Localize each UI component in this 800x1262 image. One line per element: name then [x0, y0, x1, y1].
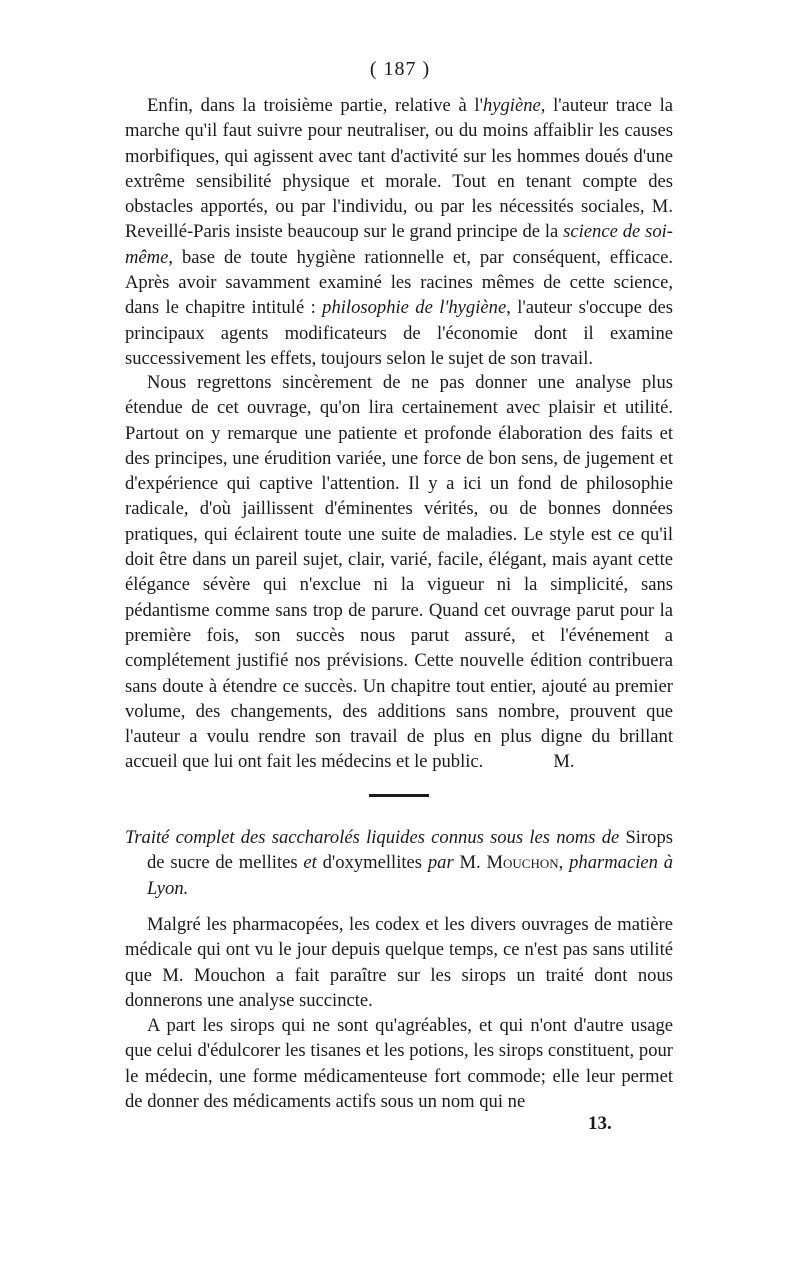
text-run: philosophie de l'hygiène	[322, 297, 507, 319]
text-run: , l'auteur trace la marche qu'il faut suivre pour neutraliser, ou du moins affaiblir les causes morbifiques, qui agissent avec tant d'activité sur les hommes doués d'une extrême sensibilité physique et morale. Tout en tenant compte des obstacles apportés, ou par l'individu, ou par les nécessités sociales, M. Reveillé-Paris insiste beaucoup sur le grand principe de la	[125, 95, 673, 243]
section-divider	[369, 794, 429, 797]
text-run: , l'auteur s'occupe des principaux agents modificateurs de l'économie dont il examine successivement les effets, toujours selon le sujet de son travail.	[125, 297, 673, 369]
review-body	[125, 912, 673, 1114]
text-run: Traité complet des saccharolés liquides connus sous les noms de	[125, 827, 620, 848]
signature-mark: 13.	[588, 1113, 612, 1134]
text-run: Sirops de sucre de mellites	[147, 827, 673, 874]
review-conclusion	[125, 370, 673, 775]
text-run: par	[427, 852, 454, 874]
text-run: et	[303, 852, 317, 874]
text-run: d'oxymellites	[316, 852, 428, 874]
text-run: pharmacien à Lyon.	[147, 852, 674, 899]
book-title	[125, 825, 673, 901]
paragraph-introduction: Malgré les pharmacopées, les codex et les divers ouvrages de matière médicale qui ont vu le jour depuis quelque temps, ce n'est pas sans utilité que M. Mouchon a fait paraître sur les sirops un traité dont nous donnerons une analyse succincte.	[125, 914, 673, 1011]
text-run: Mouchon	[486, 852, 559, 874]
review-signature: M.	[553, 751, 575, 773]
text-run: ,	[558, 852, 570, 874]
review-continuation	[125, 93, 673, 371]
text-run: science de soi-même	[125, 221, 673, 268]
review-title	[125, 825, 673, 901]
text-run: hygiène	[482, 95, 541, 116]
text-run: M.	[453, 852, 487, 874]
paragraph-conclusion	[125, 370, 673, 775]
text-run: Enfin, dans la troisième partie, relative à l'	[147, 95, 483, 116]
paragraph-sirops: A part les sirops qui ne sont qu'agréables, et qui n'ont d'autre usage que celui d'édulcorer les tisanes et les potions, les sirops constituent, pour le médecin, une forme médicamenteuse fort commode; elle leur permet de donner des médicaments actifs sous un nom qui ne	[125, 1015, 673, 1113]
page-number: ( 187 )	[369, 58, 431, 80]
paragraph-hygiene	[125, 93, 673, 371]
paragraph-conclusion-text: Nous regrettons sincèrement de ne pas donner une analyse plus étendue de cet ouvrage, qu'on lira certainement avec plaisir et utilité. Partout on y remarque une patiente et profonde élaboration des faits et des principes, une érudition variée, une force de bon sens, de jugement et d'expérience qui captive l'attention. Il y a ici un fond de philosophie radicale, d'où jaillissent d'éminentes vérités, ou de bonnes données pratiques, qui éclairent toute une suite de maladies. Le style est ce qu'il doit être dans un pareil sujet, clair, varié, facile, élégant, mais ayant cette élégance sévère qui n'exclue ni la vigueur ni la simplicité, sans pédantisme comme sans trop de parure. Quand cet ouvrage parut pour la première fois, son succès nous parut assuré, et l'événement a complétement justifié nos prévisions. Cette nouvelle édition contribuera sans doute à étendre ce succès. Un chapitre tout entier, ajouté au premier volume, des changements, des additions sans nombre, prouvent que l'auteur a voulu rendre son travail de plus en plus digne du brillant accueil que lui ont fait les médecins et le public.	[125, 372, 673, 773]
text-run: , base de toute hygiène rationnelle et, par conséquent, efficace. Après avoir savamment examiné les racines mêmes de cette science, dans le chapitre intitulé :	[125, 246, 673, 319]
